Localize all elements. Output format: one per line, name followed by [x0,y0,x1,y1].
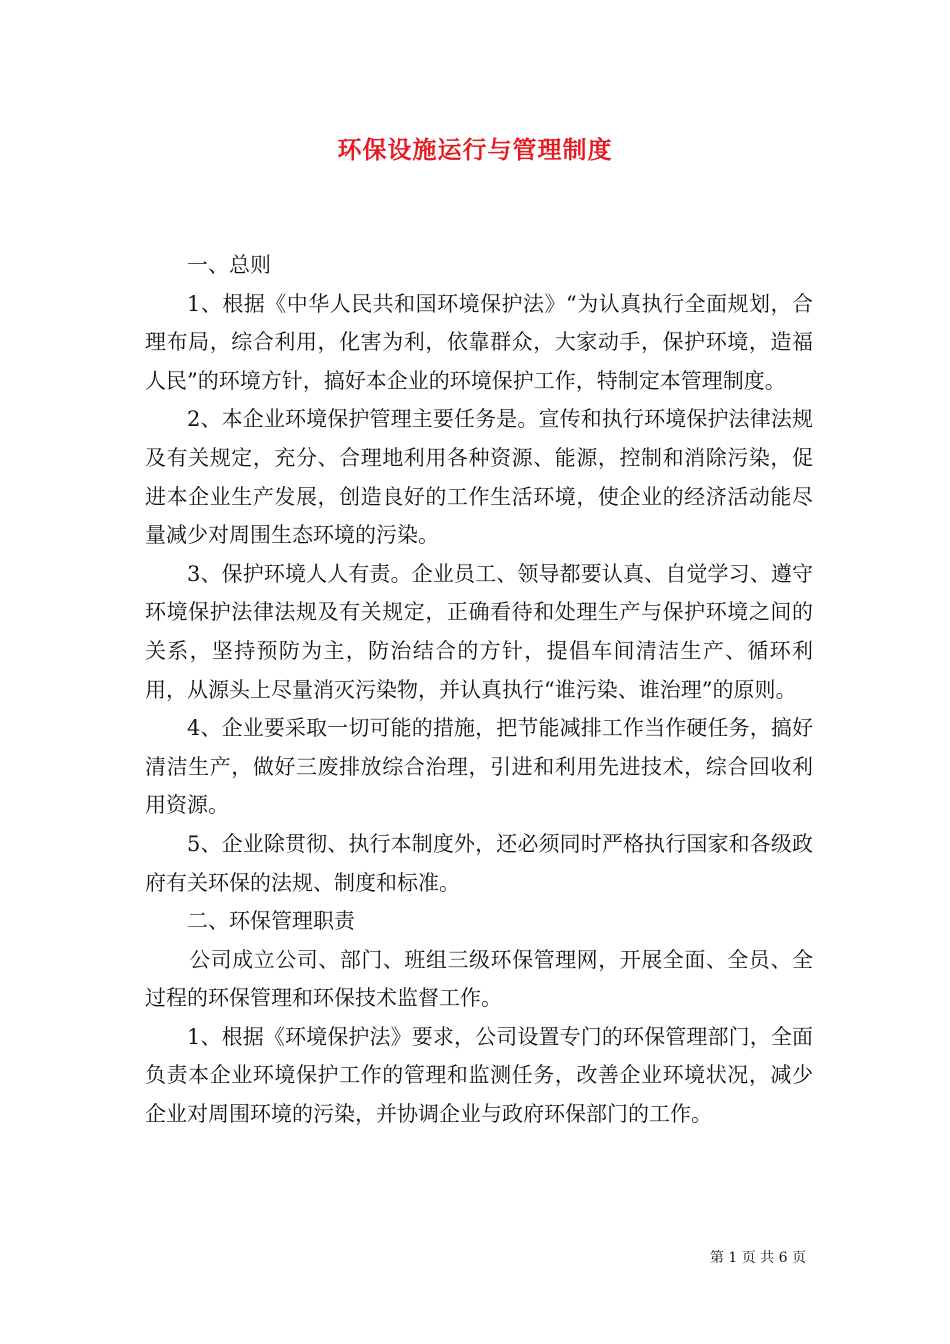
paragraph: 公司成立公司、部门、班组三级环保管理网，开展全面、全员、全过程的环保管理和环保技术监督工作。 [145,947,813,1011]
paragraph: 2、本企业环境保护管理主要任务是。宣传和执行环境保护法律法规及有关规定，充分、合理地利用各种资源、能源，控制和消除污染，促进本企业生产发展，创造良好的工作生活环境，使企业的经济活动能尽量减少对周围生态环境的污染。 [145,407,813,548]
paragraph: 1、根据《环境保护法》要求，公司设置专门的环保管理部门，全面负责本企业环境保护工作的管理和监测任务，改善企业环境状况，减少企业对周围环境的污染，并协调企业与政府环保部门的工作。 [145,1024,813,1127]
page-number-footer: 第 1 页 共 6 页 [709,1250,806,1266]
paragraph: 5、企业除贯彻、执行本制度外，还必须同时严格执行国家和各级政府有关环保的法规、制度和标准。 [145,831,813,895]
section-heading-general: 一、总则 [187,253,271,277]
section-heading-duties: 二、环保管理职责 [187,909,355,934]
document-body [145,246,813,1134]
paragraph: 1、根据《中华人民共和国环境保护法》“为认真执行全面规划，合理布局，综合利用，化害为利，依靠群众，大家动手，保护环境，造福人民”的环境方针，搞好本企业的环境保护工作，特制定本管理制度。 [145,291,813,393]
paragraph: 4、企业要采取一切可能的措施，把节能减排工作当作硬任务，搞好清洁生产，做好三废排放综合治理，引进和利用先进技术，综合回收利用资源。 [145,716,813,818]
paragraph: 3、保护环境人人有责。企业员工、领导都要认真、自觉学习、遵守环境保护法律法规及有关规定，正确看待和处理生产与保护环境之间的关系，坚持预防为主，防治结合的方针，提倡车间清洁生产、循环利用，从源头上尽量消灭污染物，并认真执行“谁污染、谁治理”的原则。 [145,561,813,702]
document-title: 环保设施运行与管理制度 [337,135,613,164]
